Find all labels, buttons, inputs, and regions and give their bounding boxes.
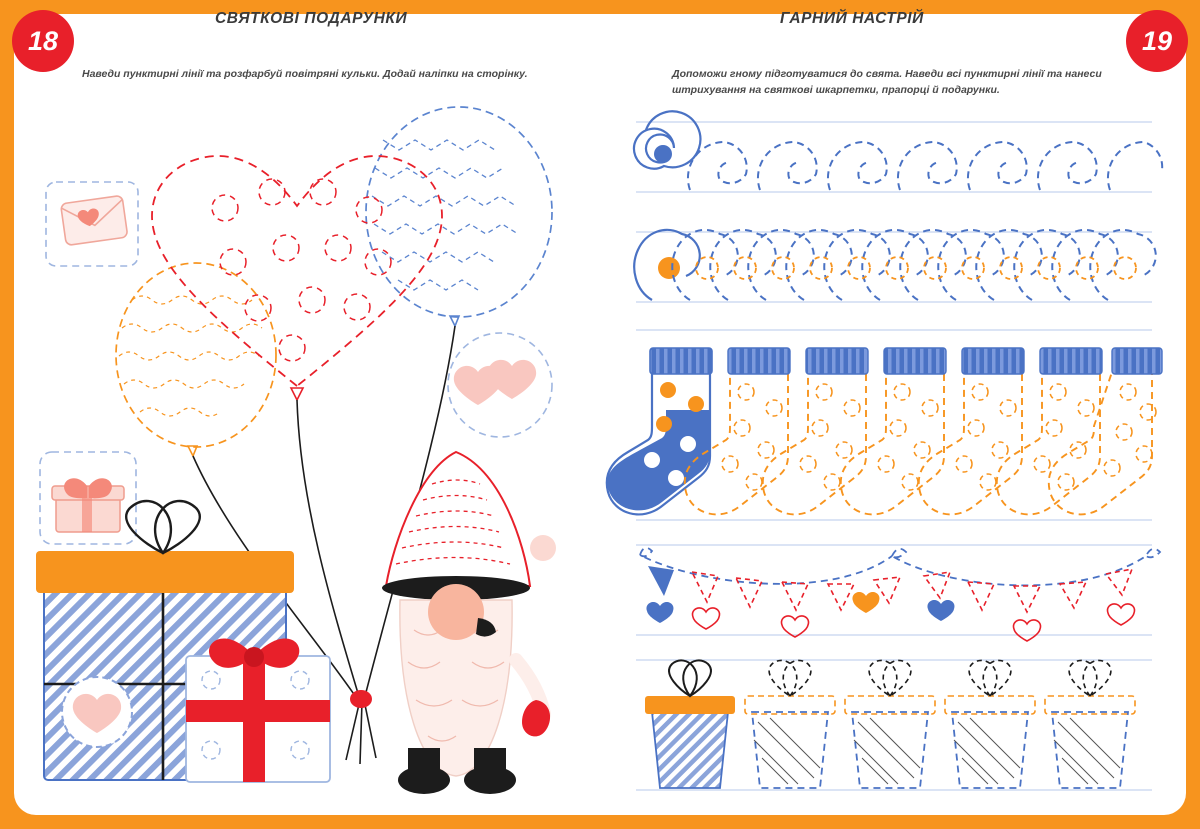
header-title-left: СВЯТКОВІ ПОДАРУНКИ: [215, 10, 408, 27]
page-number-left: 18: [12, 10, 74, 72]
instruction-right: Допоможи гному підготуватися до свята. Наведи всі пунктирні лінії та нанеси штрихування на святкові шкарпетки, прапорці й подарунки.: [672, 68, 1102, 97]
instruction-left: Наведи пунктирні лінії та розфарбуй повітряні кульки. Додай наліпки на сторінку.: [82, 68, 528, 80]
header-title-right: ГАРНИЙ НАСТРІЙ: [780, 10, 924, 27]
page-number-right: 19: [1126, 10, 1188, 72]
paper-sheet: [14, 14, 1186, 815]
